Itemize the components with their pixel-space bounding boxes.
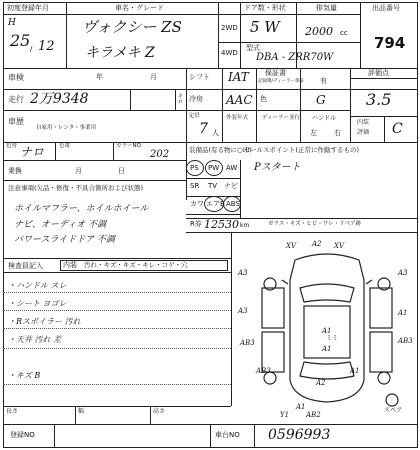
lot-label: 出品番号 (372, 4, 400, 12)
inspector-item-1: ・ハンドル スレ (8, 281, 67, 290)
equip-abs: ABS (226, 200, 240, 208)
color-change-value: ナロ (20, 145, 45, 159)
annual-label: 外装年式 (226, 115, 249, 121)
mark-a1-rear: A1 (322, 345, 332, 353)
first-reg-label: 初度登録年月 (7, 4, 49, 12)
length-label: 長さ (6, 408, 19, 415)
warranty-value: 有 (320, 77, 327, 85)
score-label: 評価点 (368, 69, 389, 77)
ac-label: 冷房 (189, 95, 203, 103)
inspector-item-4: ・天井 汚れ 差 (8, 335, 62, 344)
model-name: ヴォクシー ZS (82, 18, 182, 36)
mark-a3-mid: A3 (238, 307, 248, 315)
spare-label: スペア (384, 407, 403, 414)
mark-ab3-left: AB3 (240, 339, 255, 347)
capacity-label: 定員 (189, 113, 201, 119)
capacity-unit: 人 (212, 129, 219, 137)
era-value: H (8, 18, 16, 28)
color-no-value: 202 (150, 149, 170, 160)
interior-sub: 評価 (357, 129, 370, 136)
mark-a2-rear: A2 (316, 379, 326, 387)
mark-a1-bottom: A1 (296, 403, 306, 411)
color-value: G (316, 93, 326, 107)
chassis-value: 0596993 (268, 427, 331, 443)
inspection-month: 月 (150, 73, 157, 81)
warranty-sub: 記録簿/ディーラー保証 (258, 79, 305, 84)
capacity-value: 7 (199, 121, 208, 137)
interior-score: C (392, 121, 403, 137)
history-label: 車歴 (8, 117, 24, 126)
year-value: 25 (10, 31, 31, 50)
equip-tv: TV (208, 182, 218, 190)
cc-label: cc (340, 29, 348, 37)
color-label: 色 (260, 95, 267, 103)
mark-xv-1: XV (286, 242, 297, 250)
date-day: 日 (118, 167, 125, 175)
mark-y1: Y1 (280, 411, 290, 419)
note-line-3: パワースライドドア 不調 (14, 235, 115, 245)
mark-a1-roof: A1 (322, 327, 332, 335)
equip-kawa: カワ (190, 200, 204, 208)
mark-a3-left: A3 (238, 269, 248, 277)
r-value: 12530 (204, 218, 239, 231)
mark-xv-2: XV (334, 242, 345, 250)
r-unit: km (240, 222, 250, 229)
handle-label: ハンドル (312, 115, 337, 122)
glass-options: ガラス・キズ・ヒビ・ワレ・リペア跡 (268, 221, 362, 227)
type-value: DBA - ZRR70W (256, 52, 334, 63)
displacement-label: 排気量 (316, 4, 337, 12)
warranty-label: 保証書 (265, 69, 286, 77)
equip-sr: SR (190, 182, 200, 190)
mark-a1-rear2: A1 (350, 367, 360, 375)
equip-pw-circle (205, 160, 223, 176)
inspection-label: 車検 (8, 73, 24, 82)
height-label: 高さ (153, 408, 166, 415)
equip-pw: PW (208, 164, 220, 172)
sales-point-value: Pスタート (254, 162, 301, 173)
inspector-item-5: ・キズ B (8, 371, 41, 380)
lot-number: 794 (374, 34, 406, 52)
mimi-label: ミミ (326, 335, 339, 342)
mileage-value: 2万9348 (30, 91, 89, 107)
inspection-year: 年 (96, 73, 103, 81)
shift-value: IAT (228, 70, 249, 84)
inspector-item-2: ・シート ヨゴレ (8, 299, 67, 308)
grade-name: キラメキ Z (85, 45, 155, 61)
equip-abs-circle (223, 196, 241, 212)
history-options: 自家用・レンタ・事業用 (36, 125, 97, 131)
interior-label: 内装 (357, 119, 370, 126)
ac-value: AAC (226, 93, 253, 107)
equip-ps: PS (190, 164, 199, 172)
sales-point-label: セールスポイント(正常に作動するもの) (244, 146, 359, 154)
mileage-label: 走行 (8, 95, 24, 104)
drive-2wd-label: 2WD (221, 24, 238, 32)
equipment-label: 装備品(有る物に○印) (189, 146, 252, 154)
shift-label: シフト (189, 73, 210, 81)
km-label: キロ (176, 93, 183, 104)
score-value: 3.5 (366, 90, 392, 109)
reg-no-label: 登録NO (10, 431, 35, 439)
width-label: 幅 (78, 408, 85, 415)
inspector-label: 検査員記入 (8, 262, 43, 270)
equip-airbag: エアB (206, 200, 225, 208)
type-label: 型式 (246, 44, 260, 52)
mark-a3-right: A3 (398, 269, 408, 277)
date-month: 月 (75, 167, 82, 175)
note-line-2: ナビ、オーディオ 不調 (14, 220, 107, 230)
note-line-1: ホイルマフラー、ホイルホイール (14, 204, 149, 214)
mark-ab3-right: AB3 (398, 337, 413, 345)
month-value: 12 (38, 39, 55, 54)
inspector-item-3: ・Rスポイラー 汚れ (8, 317, 81, 326)
dealer-label: ディーラー並行 (262, 115, 301, 121)
year-unit: / (30, 45, 33, 53)
mark-a2-front: A2 (312, 240, 322, 248)
inspector-interior-label: 内装 (63, 261, 77, 269)
date-note: 乗換 (8, 167, 22, 175)
mark-a1-right: A1 (398, 309, 408, 317)
drive-4wd-label: 4WD (221, 49, 238, 57)
mark-ab3-rear: AB3 (256, 367, 271, 375)
inspector-options: 汚れ・キズ・キズ・キレ・コゲ・穴 (84, 261, 188, 269)
handle-left: 左 (310, 129, 317, 137)
model-label: 車名・グレード (115, 4, 164, 12)
doors-label: ドア数・形状 (244, 4, 286, 12)
equip-aw: AW (226, 164, 238, 172)
handle-right: 右 (334, 129, 341, 137)
chassis-label: 車台NO (215, 431, 240, 439)
r-label: R券 (190, 220, 202, 228)
equip-airbag-circle (204, 196, 224, 212)
displacement-value: 2000 (305, 25, 333, 38)
color-no-label: カラーNO (116, 143, 141, 149)
doors-value: 5 W (250, 18, 280, 36)
notes-label: 注意事項(欠品・修復・不具合箇所および状態) (8, 184, 144, 192)
color-change-label: 色替 (6, 143, 18, 149)
equip-navi: ナビ (224, 182, 238, 190)
color-num-label: 色番 (59, 143, 71, 149)
mark-ab2: AB2 (306, 411, 321, 419)
equip-ps-circle (186, 160, 204, 176)
